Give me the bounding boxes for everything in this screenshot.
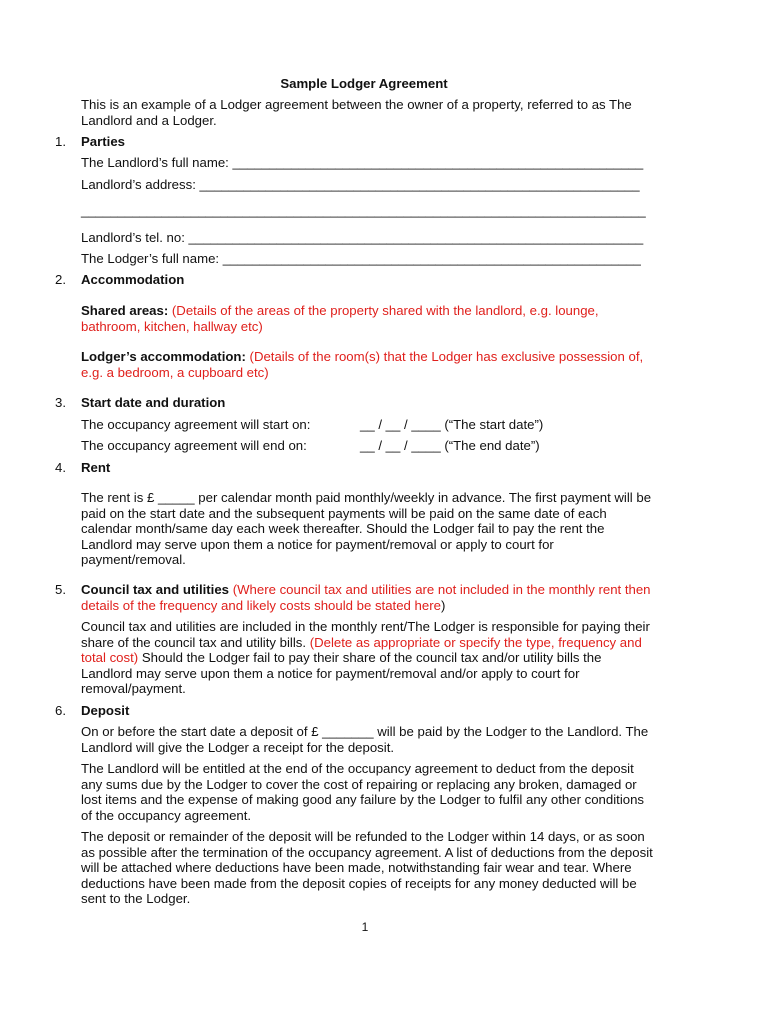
- page-number: 1: [361, 920, 369, 934]
- lodger-accommodation-label: Lodger’s accommodation:: [81, 349, 246, 364]
- rent-paragraph: The rent is £ _____ per calendar month paid monthly/weekly in advance. The first payment will be paid on the start date and the subsequent payments will be paid on the same date of each calendar month/same day each week thereafter. Should the Lodger fail to pay the rent the Landlord may serve upon them a notice for payment/removal or apply to court for payment/removal.: [81, 490, 652, 568]
- deposit-paragraph-1: On or before the start date a deposit of £ _______ will be paid by the Lodger to the Landlord. The Landlord will give the Lodger a receipt for the deposit.: [81, 724, 649, 755]
- section-2-heading: Accommodation: [81, 272, 185, 287]
- section-5-heading: Council tax and utilities: [81, 582, 230, 597]
- intro-paragraph: This is an example of a Lodger agreement between the owner of a property, referred to as The Landlord and a Lodger.: [81, 97, 632, 128]
- section-3-number: 3.: [55, 395, 66, 410]
- section-1-heading: Parties: [81, 134, 125, 149]
- council-tax-heading-paragraph: [81, 582, 656, 613]
- section-6-number: 6.: [55, 703, 66, 718]
- council-tax-heading-close: ): [440, 597, 446, 613]
- council-tax-heading-note: (Where council tax and utilities are not included in the monthly rent then details of the frequency and likely costs should be stated here: [81, 582, 651, 613]
- section-6-heading: Deposit: [81, 703, 130, 718]
- shared-areas-paragraph: [81, 303, 656, 334]
- end-date-value: __ / __ / ____ (“The end date”): [360, 438, 540, 453]
- deposit-paragraph-3: The deposit or remainder of the deposit will be refunded to the Lodger within 14 days, or as soon as possible after the termination of the occupancy agreement. A list of deductions from the deposit will be attached where deductions have been made, notwithstanding fair wear and tear. Where deductions have been made from the deposit copies of receipts for any money deducted will be sent to the Lodger.: [81, 829, 653, 907]
- lodger-accommodation-note: (Details of the room(s) that the Lodger has exclusive possession of, e.g. a bedroom, a cupboard etc): [81, 349, 644, 380]
- council-tax-note: (Delete as appropriate or specify the type, frequency and total cost): [81, 634, 642, 666]
- start-date-label: The occupancy agreement will start on:: [81, 417, 311, 432]
- council-tax-text-a: Council tax and utilities are included in the monthly rent/The Lodger is responsible for paying their share of the council tax and utility bills.: [81, 619, 650, 650]
- section-3-heading: Start date and duration: [81, 395, 226, 410]
- lodger-accommodation-paragraph: [81, 349, 656, 380]
- landlord-tel-field: Landlord’s tel. no: ______________________________________________________________: [81, 230, 644, 245]
- deposit-paragraph-2: The Landlord will be entitled at the end of the occupancy agreement to deduct from the deposit any sums due by the Lodger to cover the cost of repairing or replacing any broken, damaged or lost items and the expense of making good any failure by the Lodger to fulfil any other conditions of the occupancy agreement.: [81, 761, 645, 823]
- section-2-number: 2.: [55, 272, 66, 287]
- landlord-address-line-2: _____________________________________________________________________________: [81, 203, 646, 218]
- shared-areas-label: Shared areas:: [81, 303, 169, 318]
- lodger-name-field: The Lodger’s full name: _________________________________________________________: [81, 251, 641, 266]
- start-date-value: __ / __ / ____ (“The start date”): [360, 417, 544, 432]
- council-tax-paragraph: [81, 619, 656, 697]
- landlord-name-field: The Landlord’s full name: ________________________________________________________: [81, 155, 644, 170]
- shared-areas-note: (Details of the areas of the property shared with the landlord, e.g. lounge, bathroom, kitchen, hallway etc): [81, 303, 599, 334]
- landlord-address-field: Landlord’s address: ____________________________________________________________: [81, 177, 640, 192]
- section-4-number: 4.: [55, 460, 66, 475]
- end-date-label: The occupancy agreement will end on:: [81, 438, 307, 453]
- section-1-number: 1.: [55, 134, 66, 149]
- document-title: Sample Lodger Agreement: [280, 76, 448, 91]
- council-tax-text-b: Should the Lodger fail to pay their share of the council tax and/or utility bills the Landlord may serve upon them a notice for payment/removal and/or apply to court for removal/payment.: [81, 650, 602, 697]
- section-5-number: 5.: [55, 582, 66, 597]
- section-4-heading: Rent: [81, 460, 111, 475]
